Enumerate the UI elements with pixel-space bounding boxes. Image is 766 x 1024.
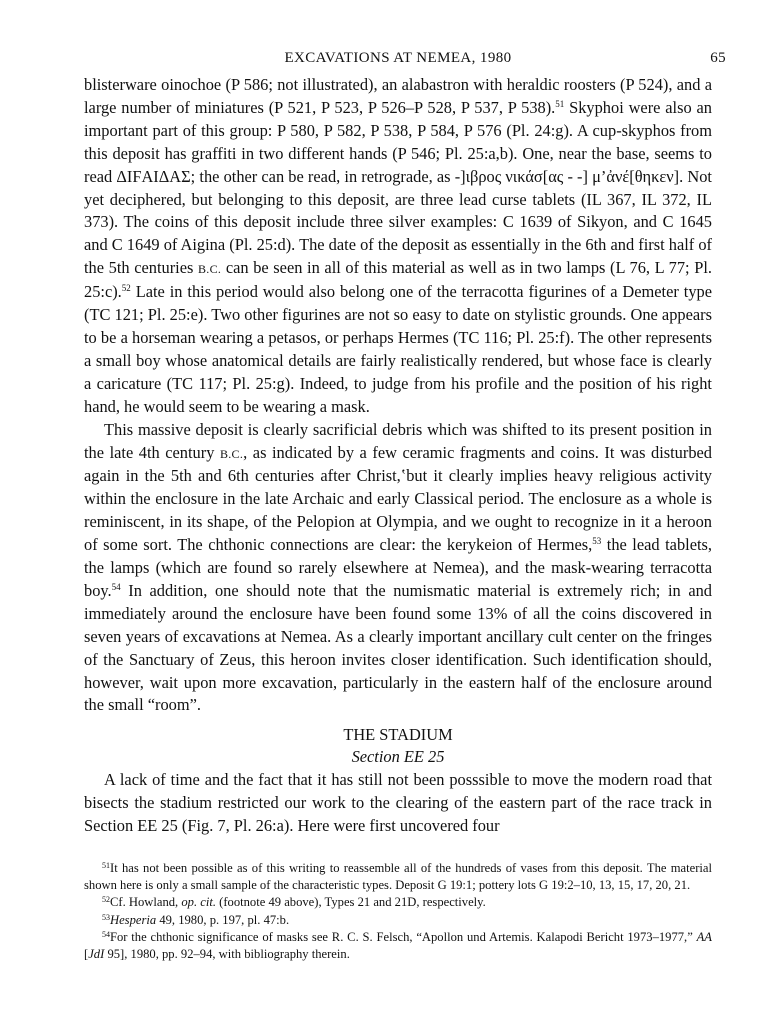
footnote-ref-54[interactable]: 54	[111, 581, 121, 592]
paragraph-stadium: A lack of time and the fact that it has still not been posssible to move the modern road that bisects the stadium restricted our work to the clearing of the eastern part of the race track in Section EE 25 (Fig. 7, Pl. 26:a). Here were first uncovered four	[84, 770, 712, 836]
footnote-51	[84, 860, 712, 894]
paragraph-deposit	[84, 74, 712, 419]
footnotes	[84, 860, 712, 963]
journal-title: JdI	[88, 947, 105, 962]
para1-text-b: Skyphoi were also an important part of this group: P 580, P 582, P 538, P 584, P 576 (Pl. 24:g). A cup-skyphos from this deposit has graffiti in two different hands (P 546; Pl. 25:a,b). One, near the base, seems to read ΔΙϜΑΙΔΑΣ; the other can be read, in retrograde, as -]ιβρος νικάσ[ας - -] μ’ἀνέ[θηκεν]. Not yet deciphered, but belonging to this deposit, are three lead curse tablets (IL 367, IL 372, IL 373). The coins of this deposit include three silver examples: C 1639 of Sikyon, and C 1645 and C 1649 of Aigina (Pl. 25:d). The date of the deposit as essentially in the 6th and first half of the 5th centuries	[84, 97, 712, 278]
footnote-number: 53	[102, 912, 110, 922]
para2-text-d: In addition, one should note that the numismatic material is extremely rich; in and immediately around the enclosure have been found some 13% of all the coins discovered in seven years of excavations at Nemea. As a clearly important ancillary cult center on the fringes of the Sanctuary of Zeus, this heroon invites closer identification. Such identification should, however, wait upon more excavation, particularly in the eastern half of the enclosure around the small “room”.	[84, 580, 712, 715]
footnote-ref-51[interactable]: 51	[555, 98, 565, 109]
page-content	[84, 48, 726, 838]
footnote-text: [	[84, 947, 89, 962]
footnote-54	[84, 929, 712, 963]
footnote-number: 52	[102, 895, 110, 905]
para1-text-d: Late in this period would also belong one of the terracotta figurines of a Demeter type (TC 121; Pl. 25:e). Two other figurines are not so easy to date on stylistic grounds. One appears to be a horseman wearing a petasos, or perhaps Hermes (TC 116; Pl. 25:f). The other represents a small boy whose anatomical details are fairly realistically rendered, but whose face is clearly a caricature (TC 117; Pl. 25:g). Indeed, to judge from his profile and the position of his right hand, he would seem to be wearing a mask.	[84, 282, 712, 416]
footnote-ref-52[interactable]: 52	[121, 283, 131, 294]
section-heading: THE STADIUM	[343, 725, 453, 745]
journal-title: AA	[696, 929, 712, 944]
footnote-text: (footnote 49 above), Types 21 and 21D, respectively.	[216, 895, 486, 910]
running-head	[84, 48, 726, 74]
body-text	[84, 74, 712, 838]
era-abbrev: B.C.	[219, 446, 244, 461]
citation-abbrev: op. cit.	[181, 895, 216, 910]
footnote-number: 54	[102, 929, 110, 939]
footnote-text: Cf. Howland,	[110, 895, 182, 910]
paragraph-heroon	[84, 419, 712, 718]
para2-text-a: This massive deposit is clearly sacrificial debris which was shifted to its present position in the late 4th century	[84, 419, 712, 462]
footnote-text: For the chthonic significance of masks see R. C. S. Felsch, “Apollon und Artemis. Kalapodi Bericht 1973–1977,”	[110, 929, 697, 944]
footnote-text: 49, 1980, p. 197, pl. 47:b.	[156, 912, 290, 927]
para2-text-b: , as indicated by a few ceramic fragments and coins. It was disturbed again in the 5th and 6th centuries after Christ,ʽbut it clearly implies heavy religious activity within the enclosure in the late Archaic and early Classical period. The enclosure as a whole is reminiscent, in its shape, of the Pelopion at Olympia, and we ought to recognize in it a heroon of some sort. The chthonic connections are clear: the kerykeion of Hermes,	[84, 442, 712, 555]
footnote-text: 95], 1980, pp. 92–94, with bibliography therein.	[104, 947, 350, 962]
footnote-52	[84, 894, 712, 911]
para2-text-c: the lead tablets, the lamps (which are found so rarely elsewhere at Nemea), and the mask-wearing terracotta boy.	[84, 535, 713, 600]
page-number: 65	[710, 50, 726, 66]
journal-title: Hesperia	[110, 912, 157, 927]
footnote-text: It has not been possible as of this writing to reassemble all of the hundreds of vases from this deposit. The material shown here is only a small sample of the characteristic types. Deposit G 19:1; pottery lots G 19:2–10, 13, 15, 17, 20, 21.	[84, 861, 712, 893]
para1-text-c: can be seen in all of this material as well as in two lamps (L 76, L 77; Pl. 25:c).	[84, 258, 712, 302]
era-abbrev: B.C.	[198, 262, 222, 277]
footnote-ref-53[interactable]: 53	[592, 536, 602, 547]
footnote-53	[84, 912, 712, 929]
section-subheading: Section EE 25	[351, 747, 445, 767]
footnote-number: 51	[102, 861, 110, 870]
running-title: EXCAVATIONS AT NEMEA, 1980	[284, 50, 512, 66]
para1-text-a: blisterware oinochoe (P 586; not illustrated), an alabastron with heraldic roosters (P 524), and a large number of miniatures (P 521, P 523, P 526–P 528, P 537, P 538).	[84, 75, 712, 117]
